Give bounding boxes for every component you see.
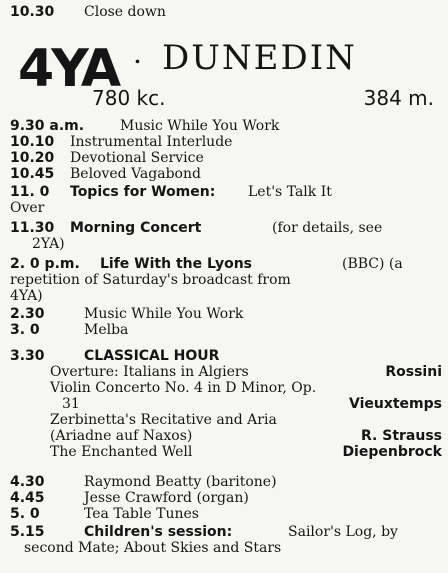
station-logo: 4YA	[18, 39, 119, 99]
wavelength: 384 m.	[363, 86, 434, 110]
time: 5.15	[10, 524, 45, 540]
detail: 4YA)	[10, 288, 43, 304]
detail: repetition of Saturday's broadcast from	[10, 272, 291, 288]
time: 11. 0	[10, 184, 50, 200]
detail: Sailor's Log, by	[288, 524, 398, 540]
composer: Rossini	[385, 364, 442, 380]
detail: (BBC) (a	[342, 256, 403, 272]
time: 10.30	[10, 4, 55, 20]
detail: (for details, see	[272, 220, 383, 236]
time: 4.30	[10, 474, 45, 490]
title: CLASSICAL HOUR	[84, 348, 220, 364]
dot: .	[134, 44, 141, 68]
piece-title: Zerbinetta's Recitative and Aria	[50, 412, 277, 428]
title: Raymond Beatty (baritone)	[84, 474, 277, 490]
time: 2.30	[10, 306, 45, 322]
composer: Diepenbrock	[342, 444, 442, 460]
title: Jesse Crawford (organ)	[84, 490, 249, 506]
time: 11.30	[10, 220, 55, 236]
composer: Vieuxtemps	[348, 396, 442, 412]
time: 2. 0 p.m.	[10, 256, 80, 272]
piece-title: (Ariadne auf Naxos)	[50, 428, 193, 444]
time: 9.30 a.m.	[10, 118, 85, 134]
title: Beloved Vagabond	[70, 166, 201, 182]
title: Tea Table Tunes	[84, 506, 199, 522]
time: 4.45	[10, 490, 45, 506]
text: Close down	[84, 4, 166, 20]
time: 10.45	[10, 166, 55, 182]
piece-title: Violin Concerto No. 4 in D Minor, Op.	[50, 380, 317, 396]
title: Melba	[84, 322, 129, 338]
title: Instrumental Interlude	[70, 134, 233, 150]
title: Devotional Service	[70, 150, 204, 166]
title: Children's session:	[84, 524, 233, 540]
detail: Over	[10, 200, 45, 216]
composer: R. Strauss	[361, 428, 442, 444]
detail: second Mate; About Skies and Stars	[24, 540, 282, 556]
time: 5. 0	[10, 506, 40, 522]
piece-title: Overture: Italians in Algiers	[50, 364, 249, 380]
title: Music While You Work	[84, 306, 244, 322]
piece-title: 31	[62, 396, 80, 412]
time: 10.10	[10, 134, 55, 150]
time: 3. 0	[10, 322, 40, 338]
detail: Let's Talk It	[248, 184, 332, 200]
title: Life With the Lyons	[100, 256, 252, 272]
station-city: DUNEDIN	[162, 38, 357, 78]
time: 10.20	[10, 150, 55, 166]
title: Topics for Women:	[70, 184, 216, 200]
piece-title: The Enchanted Well	[50, 444, 193, 460]
frequency: 780 kc.	[92, 86, 166, 110]
time: 3.30	[10, 348, 45, 364]
title: Morning Concert	[70, 220, 202, 236]
detail: 2YA)	[32, 236, 65, 252]
title: Music While You Work	[120, 118, 280, 134]
